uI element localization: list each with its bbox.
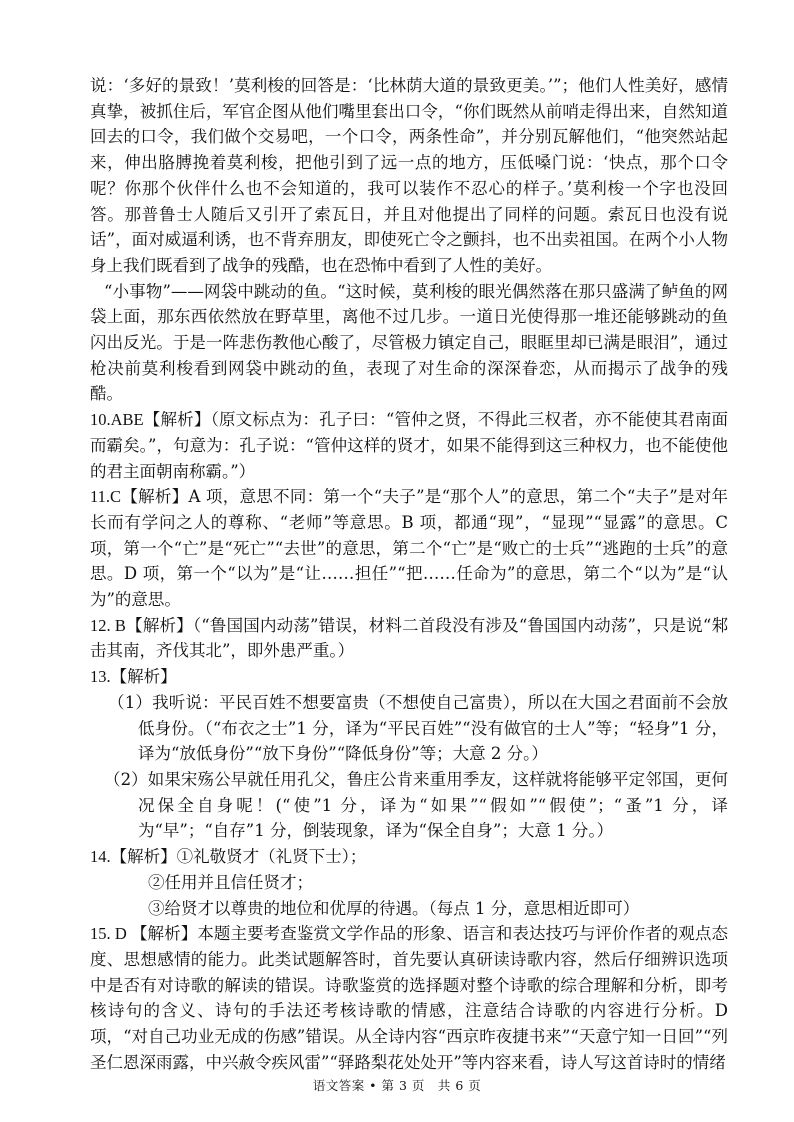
question-12-number: 12. B — [90, 615, 126, 635]
question-14-item-1: ①礼敬贤才（礼贤下士）； — [176, 847, 367, 867]
question-15-number: 15. D — [90, 924, 131, 944]
page-footer: 语文答案 • 第 3 页 共 6 页 — [312, 1078, 482, 1093]
question-12-text: （“鲁国国内动荡”错误，材料二首段没有涉及“鲁国国内动荡”，只是说“邾击其南，齐伐其北”，即外患严重。） — [90, 615, 729, 661]
question-15-tag: 【解析】 — [130, 924, 198, 944]
question-14-tag: 【解析】 — [110, 847, 177, 867]
question-11-text: A 项，意思不同：第一个“夫子”是“那个人”的意思，第二个“夫子”是对年长而有学问之人的尊称、“老师”等意思。B 项，都通“现”，“显现”“显露”的意思。C 项，第一个“亡”是“死亡”“去世”的意思，第二个“亡”是“败亡的士兵”“逃跑的士兵”的意思。D 项，第一个“以为”是“让……担任”“把……任命为”的意思，第二个“以为”是“认为”的意思。 — [90, 487, 728, 610]
question-11-tag: 【解析】 — [121, 487, 189, 507]
question-14-list — [90, 870, 728, 921]
question-14 — [90, 844, 728, 870]
fish-paragraph: “小事物”——网袋中跳动的鱼。“这时候，莫利梭的眼光偶然落在那只盛满了鲈鱼的网袋上面，那东西依然放在野草里，离他不过几步。一道日光使得那一堆还能够跳动的鱼闪出反光。于是一阵悲伤教他心酸了，尽管极力镇定自己，眼眶里却已满是眼泪”，通过枪决前莫利梭看到网袋中跳动的鱼，表现了对生命的深深眷恋，从而揭示了战争的残酷。 — [90, 281, 728, 404]
question-10 — [90, 407, 728, 484]
question-13-part-2: （2）如果宋殇公早就任用孔父，鲁庄公肯来重用季友，这样就将能够平定邻国，更何况保全自身呢！(“使”1 分，译为“如果”“假如”“假使”；“蚤”1 分，译为“早”；“自存”1 分，倒装现象，译为“保全自身”；大意 1 分。） — [104, 769, 728, 841]
question-11-number: 11.C — [90, 487, 122, 507]
question-15 — [90, 921, 728, 1075]
question-10-tag: 【解析】 — [143, 410, 211, 430]
question-13-number: 13. — [90, 667, 111, 687]
question-10-number: 10.ABE — [90, 410, 144, 430]
question-14-item-3: ③给贤才以尊贵的地位和优厚的待遇。（每点 1 分，意思相近即可） — [148, 898, 640, 918]
question-12 — [90, 613, 728, 664]
answer-content — [90, 73, 728, 1075]
intro-paragraph: 说：‘多好的景致！’莫利梭的回答是：‘比林荫大道的景致更美。’”；他们人性美好，感情真挚，被抓住后，军官企图从他们嘴里套出口令，“你们既然从前哨走得出来，自然知道回去的口令，我们做个交易吧，一个口令，两条性命”，并分别瓦解他们，“他突然站起来，伸出胳膊挽着莫利梭，把他引到了远一点的地方，压低嗓门说：‘快点，那个口令呢？你那个伙伴什么也不会知道的，我可以装作不忍心的样子。’莫利梭一个字也没回答。那普鲁士人随后又引开了索瓦日，并且对他提出了同样的问题。索瓦日也没有说话”，面对威逼利诱，也不背弃朋友，即使死亡令之颤抖，也不出卖祖国。在两个小人物身上我们既看到了战争的残酷，也在恐怖中看到了人性的美好。 — [90, 76, 728, 275]
question-12-tag: 【解析】 — [125, 615, 193, 635]
question-14-item-2: ②任用并且信任贤才； — [148, 872, 313, 892]
question-13-tag: 【解析】 — [110, 667, 177, 687]
question-13-part-1: （1）我听说：平民百姓不想要富贵（不想使自己富贵），所以在大国之君面前不会放低身份。（“布衣之士”1 分，译为“平民百姓”“没有做官的士人”等；“轻身”1 分，译为“放低身份”“放下身份”“降低身份”等；大意 2 分。） — [108, 692, 728, 764]
question-14-number: 14. — [90, 847, 111, 867]
question-11 — [90, 484, 728, 613]
question-10-text: （原文标点为：孔子曰：“管仲之贤，不得此三权者，亦不能使其君南面而霸矣。”，句意为：孔子说：“管仲这样的贤才，如果不能得到这三种权力，也不能使他的君主面朝南称霸。”） — [90, 410, 729, 481]
question-15-text: 本题主要考查鉴赏文学作品的形象、语言和表达技巧与评价作者的观点态度、思想感情的能力。此类试题解答时，首先要认真研读诗歌内容，然后仔细辨识选项中是否有对诗歌的解读的错误。诗歌鉴赏的选择题对整个诗歌的综合理解和分析，即考核诗句的含义、诗句的手法还考核诗歌的情感，注意结合诗歌的内容进行分析。D 项，“对自己功业无成的伤感”错误。从全诗内容“西京昨夜捷书来”“天意宁知一日回”“列圣仁恩深雨露，中兴赦令疾风雷”“驿路梨花处处开”等内容来看，诗人写这首诗时的情绪 — [90, 924, 729, 1072]
question-13 — [90, 664, 728, 690]
